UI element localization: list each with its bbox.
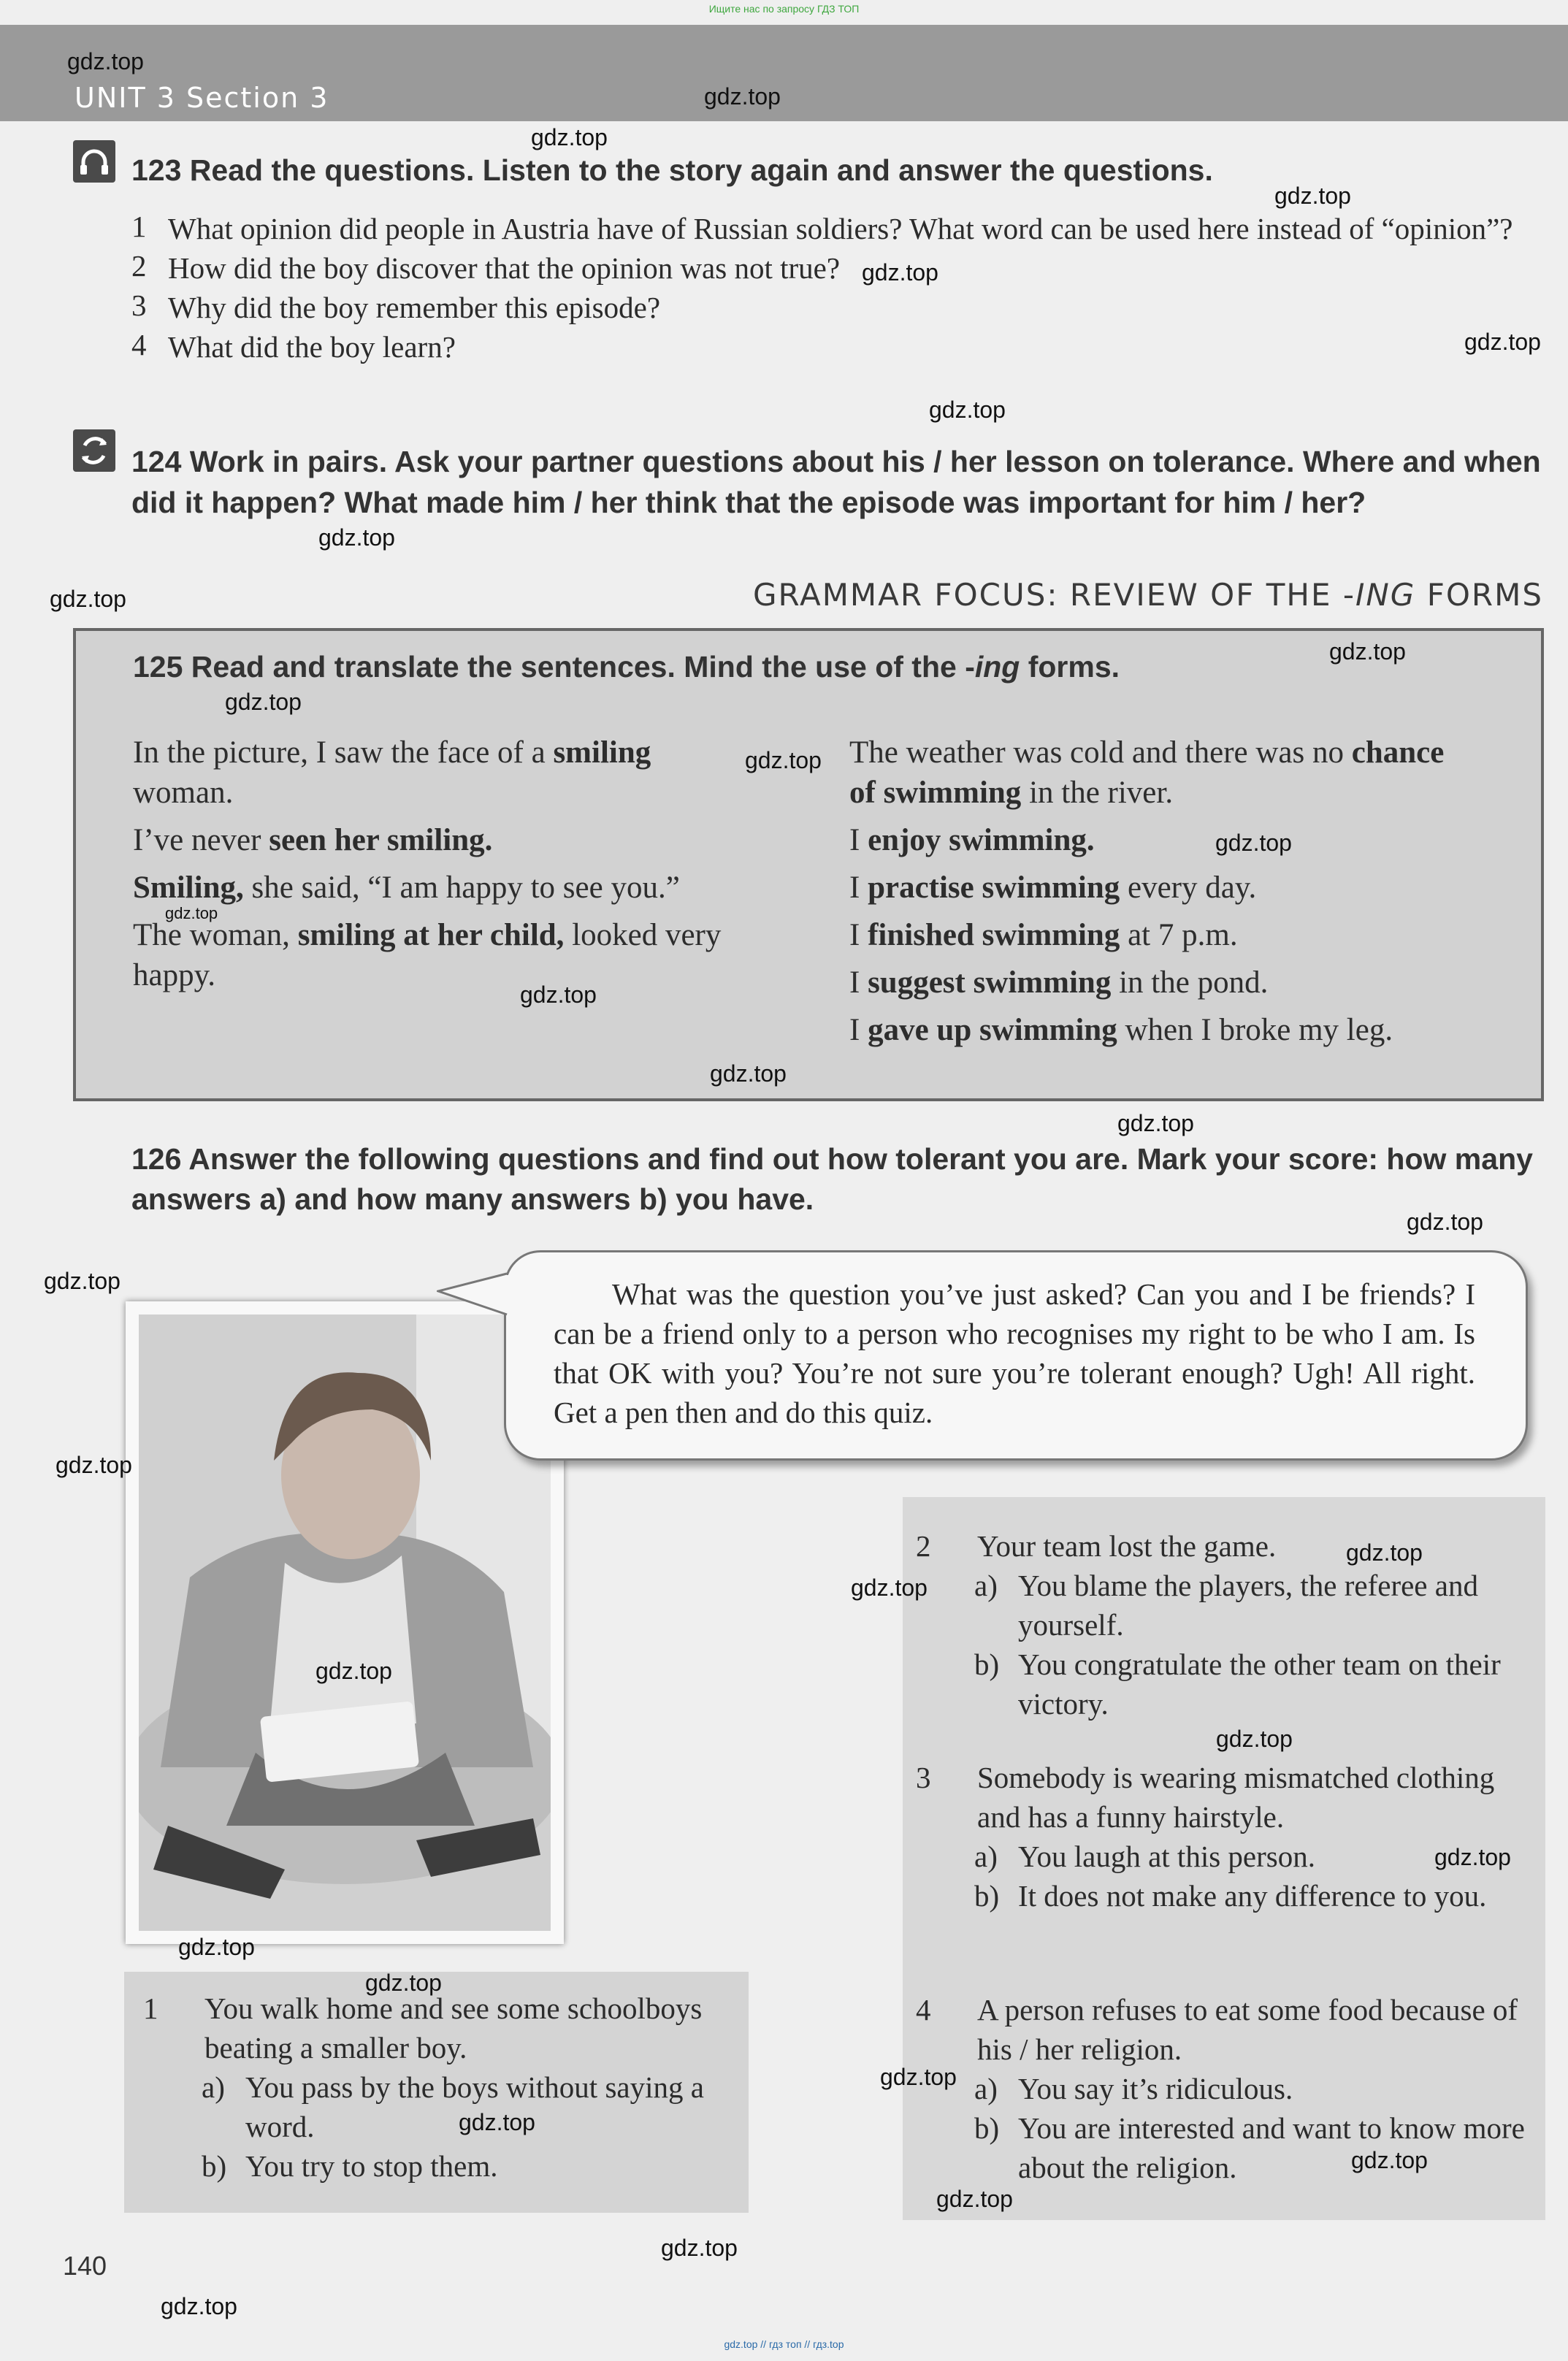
watermark: gdz.top (1215, 830, 1292, 856)
exercise-123-title: 123 Read the questions. Listen to the story again and answer the questions. (131, 153, 1213, 187)
quiz-number: 3 (916, 1761, 931, 1794)
example-sentence: I practise swimming every day. (849, 870, 1257, 905)
watermark: gdz.top (880, 2064, 957, 2090)
option-label: a) (202, 2070, 225, 2104)
watermark: gdz.top (178, 1934, 255, 1960)
watermark: gdz.top (520, 981, 597, 1008)
watermark: gdz.top (225, 689, 302, 715)
speech-bubble-tail (437, 1269, 510, 1328)
quiz-question (143, 1989, 742, 2067)
quiz-option-a (143, 2067, 742, 2146)
question-text: What opinion did people in Austria have of Russian soldiers? What word can be used here instead of “opinion”? (168, 212, 1513, 245)
option-label: b) (974, 1648, 1000, 1681)
quiz-item-3 (916, 1758, 1529, 1916)
watermark: gdz.top (459, 2109, 535, 2135)
grammar-focus-heading: GRAMMAR FOCUS: REVIEW OF THE -ING FORMS (752, 577, 1543, 613)
watermark: gdz.top (50, 586, 126, 612)
exercise-123-questions (131, 209, 1541, 367)
watermark: gdz.top (165, 904, 218, 922)
watermark: gdz.top (44, 1268, 121, 1294)
option-text: It does not make any difference to you. (1018, 1879, 1487, 1913)
page-number: 140 (63, 2251, 107, 2281)
quiz-option-b (916, 1645, 1529, 1723)
option-label: a) (974, 2072, 998, 2105)
example-sentence: Smiling, she said, “I am happy to see you.” (133, 870, 680, 905)
example-sentence: The woman, smiling at her child, looked very happy. (133, 918, 722, 992)
watermark: gdz.top (315, 1658, 392, 1684)
exercise-126-title: 126 Answer the following questions and find out how tolerant you are. Mark your score: how many answers a) and how many answers b) you have. (131, 1142, 1533, 1216)
question-item (131, 209, 1541, 248)
quiz-option-a (916, 2069, 1529, 2108)
question-item (131, 288, 1541, 327)
quiz-question-text: A person refuses to eat some food because of his / her religion. (977, 1993, 1518, 2066)
option-label: a) (974, 1569, 998, 1602)
watermark: gdz.top (56, 1452, 132, 1478)
question-number: 2 (131, 249, 147, 283)
question-number: 1 (131, 210, 147, 243)
exercise-124-title: 124 Work in pairs. Ask your partner questions about his / her lesson on tolerance. Where and when did it happen? What made him / her think that the episode was important for him / her? (131, 445, 1541, 519)
example-sentence: I’ve never seen her smiling. (133, 823, 493, 857)
question-text: How did the boy discover that the opinion was not true? (168, 251, 841, 285)
top-note[interactable]: Ищите нас по запросу ГДЗ ТОП (708, 3, 860, 15)
watermark: gdz.top (862, 259, 938, 286)
watermark: gdz.top (318, 524, 395, 551)
watermark: gdz.top (161, 2293, 237, 2319)
question-item (131, 327, 1541, 367)
option-text: You congratulate the other team on their victory. (1018, 1648, 1501, 1721)
question-number: 4 (131, 328, 147, 361)
quiz-item-2 (916, 1526, 1529, 1723)
watermark: gdz.top (1117, 1110, 1194, 1136)
exercise-125-right-column (849, 732, 1463, 1050)
option-label: b) (974, 1879, 1000, 1913)
question-text: What did the boy learn? (168, 330, 456, 364)
exercise-125-title: 125 Read and translate the sentences. Mind the use of the -ing forms. (133, 650, 1120, 684)
watermark: gdz.top (929, 397, 1006, 423)
quiz-option-a (916, 1566, 1529, 1645)
quiz-item-4 (916, 1990, 1529, 2187)
quiz-question (916, 1526, 1529, 1566)
boy-illustration (139, 1315, 551, 1931)
watermark: gdz.top (661, 2235, 738, 2261)
quiz-number: 1 (143, 1991, 158, 2025)
footer-note[interactable]: gdz.top // гдз топ // гдз.top (724, 2338, 844, 2350)
example-sentence: The weather was cold and there was no chance of swimming in the river. (849, 735, 1445, 810)
quiz-number: 4 (916, 1993, 931, 2027)
speech-bubble-text: What was the question you’ve just asked? Can you and I be friends? I can be a friend only to a person who recognises my right to be who I am. Is that OK with you? You’re not sure you’re tolerant enough? Ugh! All right. Get a pen then and do this quiz. (554, 1277, 1475, 1429)
watermark: gdz.top (745, 747, 822, 773)
quiz-option-b (143, 2146, 742, 2186)
watermark: gdz.top (704, 83, 781, 110)
watermark: gdz.top (67, 48, 144, 74)
example-sentence: In the picture, I saw the face of a smiling woman. (133, 735, 651, 810)
option-text: You say it’s ridiculous. (1018, 2072, 1293, 2105)
option-text: You laugh at this person. (1018, 1840, 1315, 1873)
watermark: gdz.top (710, 1060, 787, 1087)
example-sentence: I gave up swimming when I broke my leg. (849, 1013, 1393, 1047)
watermark: gdz.top (851, 1574, 928, 1601)
watermark: gdz.top (936, 2186, 1013, 2212)
example-sentence: I suggest swimming in the pond. (849, 965, 1269, 1000)
option-label: b) (974, 2111, 1000, 2145)
option-label: b) (202, 2149, 227, 2183)
quiz-question-text: You walk home and see some schoolboys beating a smaller boy. (204, 1991, 703, 2065)
watermark: gdz.top (531, 124, 608, 150)
question-text: Why did the boy remember this episode? (168, 291, 661, 324)
watermark: gdz.top (1346, 1539, 1423, 1566)
unit-title: UNIT 3 Section 3 (74, 82, 329, 114)
quiz-question (916, 1758, 1529, 1837)
exercise-125-left-column (133, 732, 746, 995)
example-sentence: I enjoy swimming. (849, 823, 1095, 857)
quiz-number: 2 (916, 1529, 931, 1563)
quiz-option-b (916, 2108, 1529, 2187)
option-text: You pass by the boys without saying a word. (245, 2070, 704, 2143)
watermark: gdz.top (1407, 1209, 1483, 1235)
option-text: You try to stop them. (245, 2149, 498, 2183)
watermark: gdz.top (1274, 183, 1351, 209)
quiz-option-b (916, 1876, 1529, 1916)
watermark: gdz.top (1434, 1844, 1511, 1870)
watermark: gdz.top (1351, 2147, 1428, 2173)
example-sentence: I finished swimming at 7 p.m. (849, 918, 1238, 952)
watermark: gdz.top (365, 1970, 442, 1996)
quiz-question-text: Your team lost the game. (977, 1529, 1277, 1563)
headphones-icon (73, 140, 115, 183)
option-label: a) (974, 1840, 998, 1873)
option-text: You are interested and want to know more about the religion. (1018, 2111, 1525, 2184)
boy-photo (139, 1315, 551, 1931)
question-item (131, 248, 1541, 288)
pair-work-icon (73, 429, 115, 472)
option-text: You blame the players, the referee and yourself. (1018, 1569, 1478, 1642)
watermark: gdz.top (1216, 1726, 1293, 1752)
quiz-question-text: Somebody is wearing mismatched clothing and has a funny hairstyle. (977, 1761, 1495, 1834)
watermark: gdz.top (1464, 329, 1541, 355)
question-number: 3 (131, 288, 147, 322)
quiz-item-1 (143, 1989, 742, 2186)
watermark: gdz.top (1329, 638, 1406, 665)
quiz-question (916, 1990, 1529, 2069)
